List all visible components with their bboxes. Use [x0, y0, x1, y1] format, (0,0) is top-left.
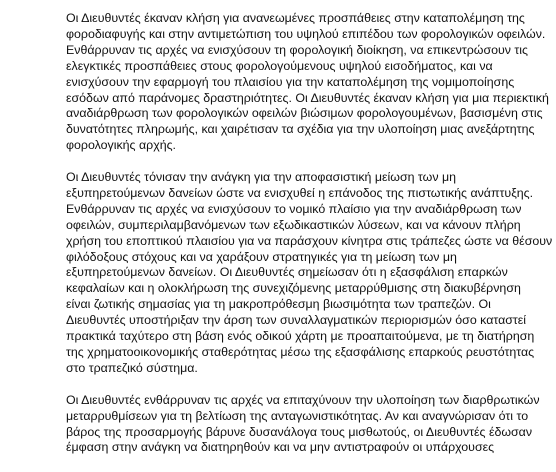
text-line: έμφαση στην ανάγκη να διατηρηθούν και να μην αντιστραφούν οι υπάρχουσες	[66, 440, 495, 455]
document-page	[66, 11, 553, 472]
text-line: οφειλών, συμπεριλαμβανόμενων των εξωδικαστικών λύσεων, και να κάνουν πλήρη	[66, 217, 521, 232]
text-line: βάρος της προσαρμογής βάρυνε δυσανάλογα τους μισθωτούς, οι Διευθυντές έδωσαν	[66, 424, 533, 439]
paragraph-nonperforming-loans	[66, 170, 553, 377]
text-line: εσόδων από παράνομες δραστηριότητες. Οι Διευθυντές έκαναν κλήση για μια περιεκτική	[66, 90, 549, 105]
text-line: πρακτικά ταχύτερο στη βάση ενός οδικού χάρτη με προαπαιτούμενα, με τη διατήρηση	[66, 329, 535, 344]
text-line: Οι Διευθυντές ενθάρρυναν τις αρχές να επιταχύνουν την υλοποίηση των διαρθρωτικών	[66, 392, 540, 407]
text-line: ενισχύσουν την εφαρμογή του πλαισίου για την καταπολέμηση της νομιμοποίησης	[66, 74, 515, 89]
text-line: δυνατότητες πληρωμής, και χαιρέτισαν τα σχέδια για την υλοποίηση μιας ανεξάρτητης	[66, 122, 535, 137]
paragraph-structural-reforms	[66, 392, 540, 457]
text-line: στο τραπεζικό σύστημα.	[66, 360, 198, 375]
text-line: εξυπηρετούμενων δανείων. Οι Διευθυντές σημείωσαν ότι η εξασφάλιση επαρκών	[66, 265, 508, 280]
text-line: χρήση του εποπτικού πλαισίου για να παράσχουν κίνητρα στις τράπεζες ώστε να θέσουν	[66, 233, 553, 248]
text-line: Ενθάρρυναν τις αρχές να ενισχύσουν το νομικό πλαίσιο για την αναδιάρθρωση των	[66, 201, 522, 216]
text-line: εξυπηρετούμενων δανείων ώστε να ενισχυθεί η επάνοδος της πιστωτικής ανάπτυξης.	[66, 185, 534, 200]
text-line: φιλόδοξους στόχους και να χαράξουν στρατηγικές για τη μείωση των μη	[66, 249, 457, 264]
text-line: μεταρρυθμίσεων για τη βελτίωση της ανταγωνιστικότητας. Αν και αναγνώρισαν ότι το	[66, 408, 529, 423]
text-line: Οι Διευθυντές τόνισαν την ανάγκη για την αποφασιστική μείωση των μη	[66, 170, 456, 185]
text-line: είναι ζωτικής σημασίας για τη μακροπρόθεσμη βιωσιμότητα των τραπεζών. Οι	[66, 297, 491, 312]
text-line: Οι Διευθυντές έκαναν κλήση για ανανεωμένες προσπάθειες στην καταπολέμηση της	[66, 11, 525, 25]
text-line: ελεγκτικές προσπάθειες στους φορολογούμενους υψηλού εισοδήματος, και να	[66, 58, 493, 73]
text-line: Διευθυντές υποστήριξαν την άρση των συναλλαγματικών περιορισμών όσο καταστεί	[66, 313, 527, 328]
paragraph-tax-arrears	[66, 11, 549, 154]
text-line: Ενθάρρυναν τις αρχές να ενισχύσουν τη φορολογική διοίκηση, να επικεντρώσουν τις	[66, 42, 529, 57]
text-line: φοροδιαφυγής και στην αντιμετώπιση του υψηλού επιπέδου των φορολογικών οφειλών.	[66, 26, 546, 41]
text-line: φορολογικής αρχής.	[66, 138, 176, 153]
text-line: κεφαλαίων και η ολοκλήρωση της συνεχιζόμενης μεταρρύθμισης στη διακυβέρνηση	[66, 281, 521, 296]
text-line: αναδιάρθρωση των φορολογικών οφειλών βιώσιμων φορολογουμένων, βασισμένη στις	[66, 106, 543, 121]
text-line: της χρηματοοικονομικής σταθερότητας μέσω της εξασφάλισης επαρκούς ρευστότητας	[66, 345, 535, 360]
